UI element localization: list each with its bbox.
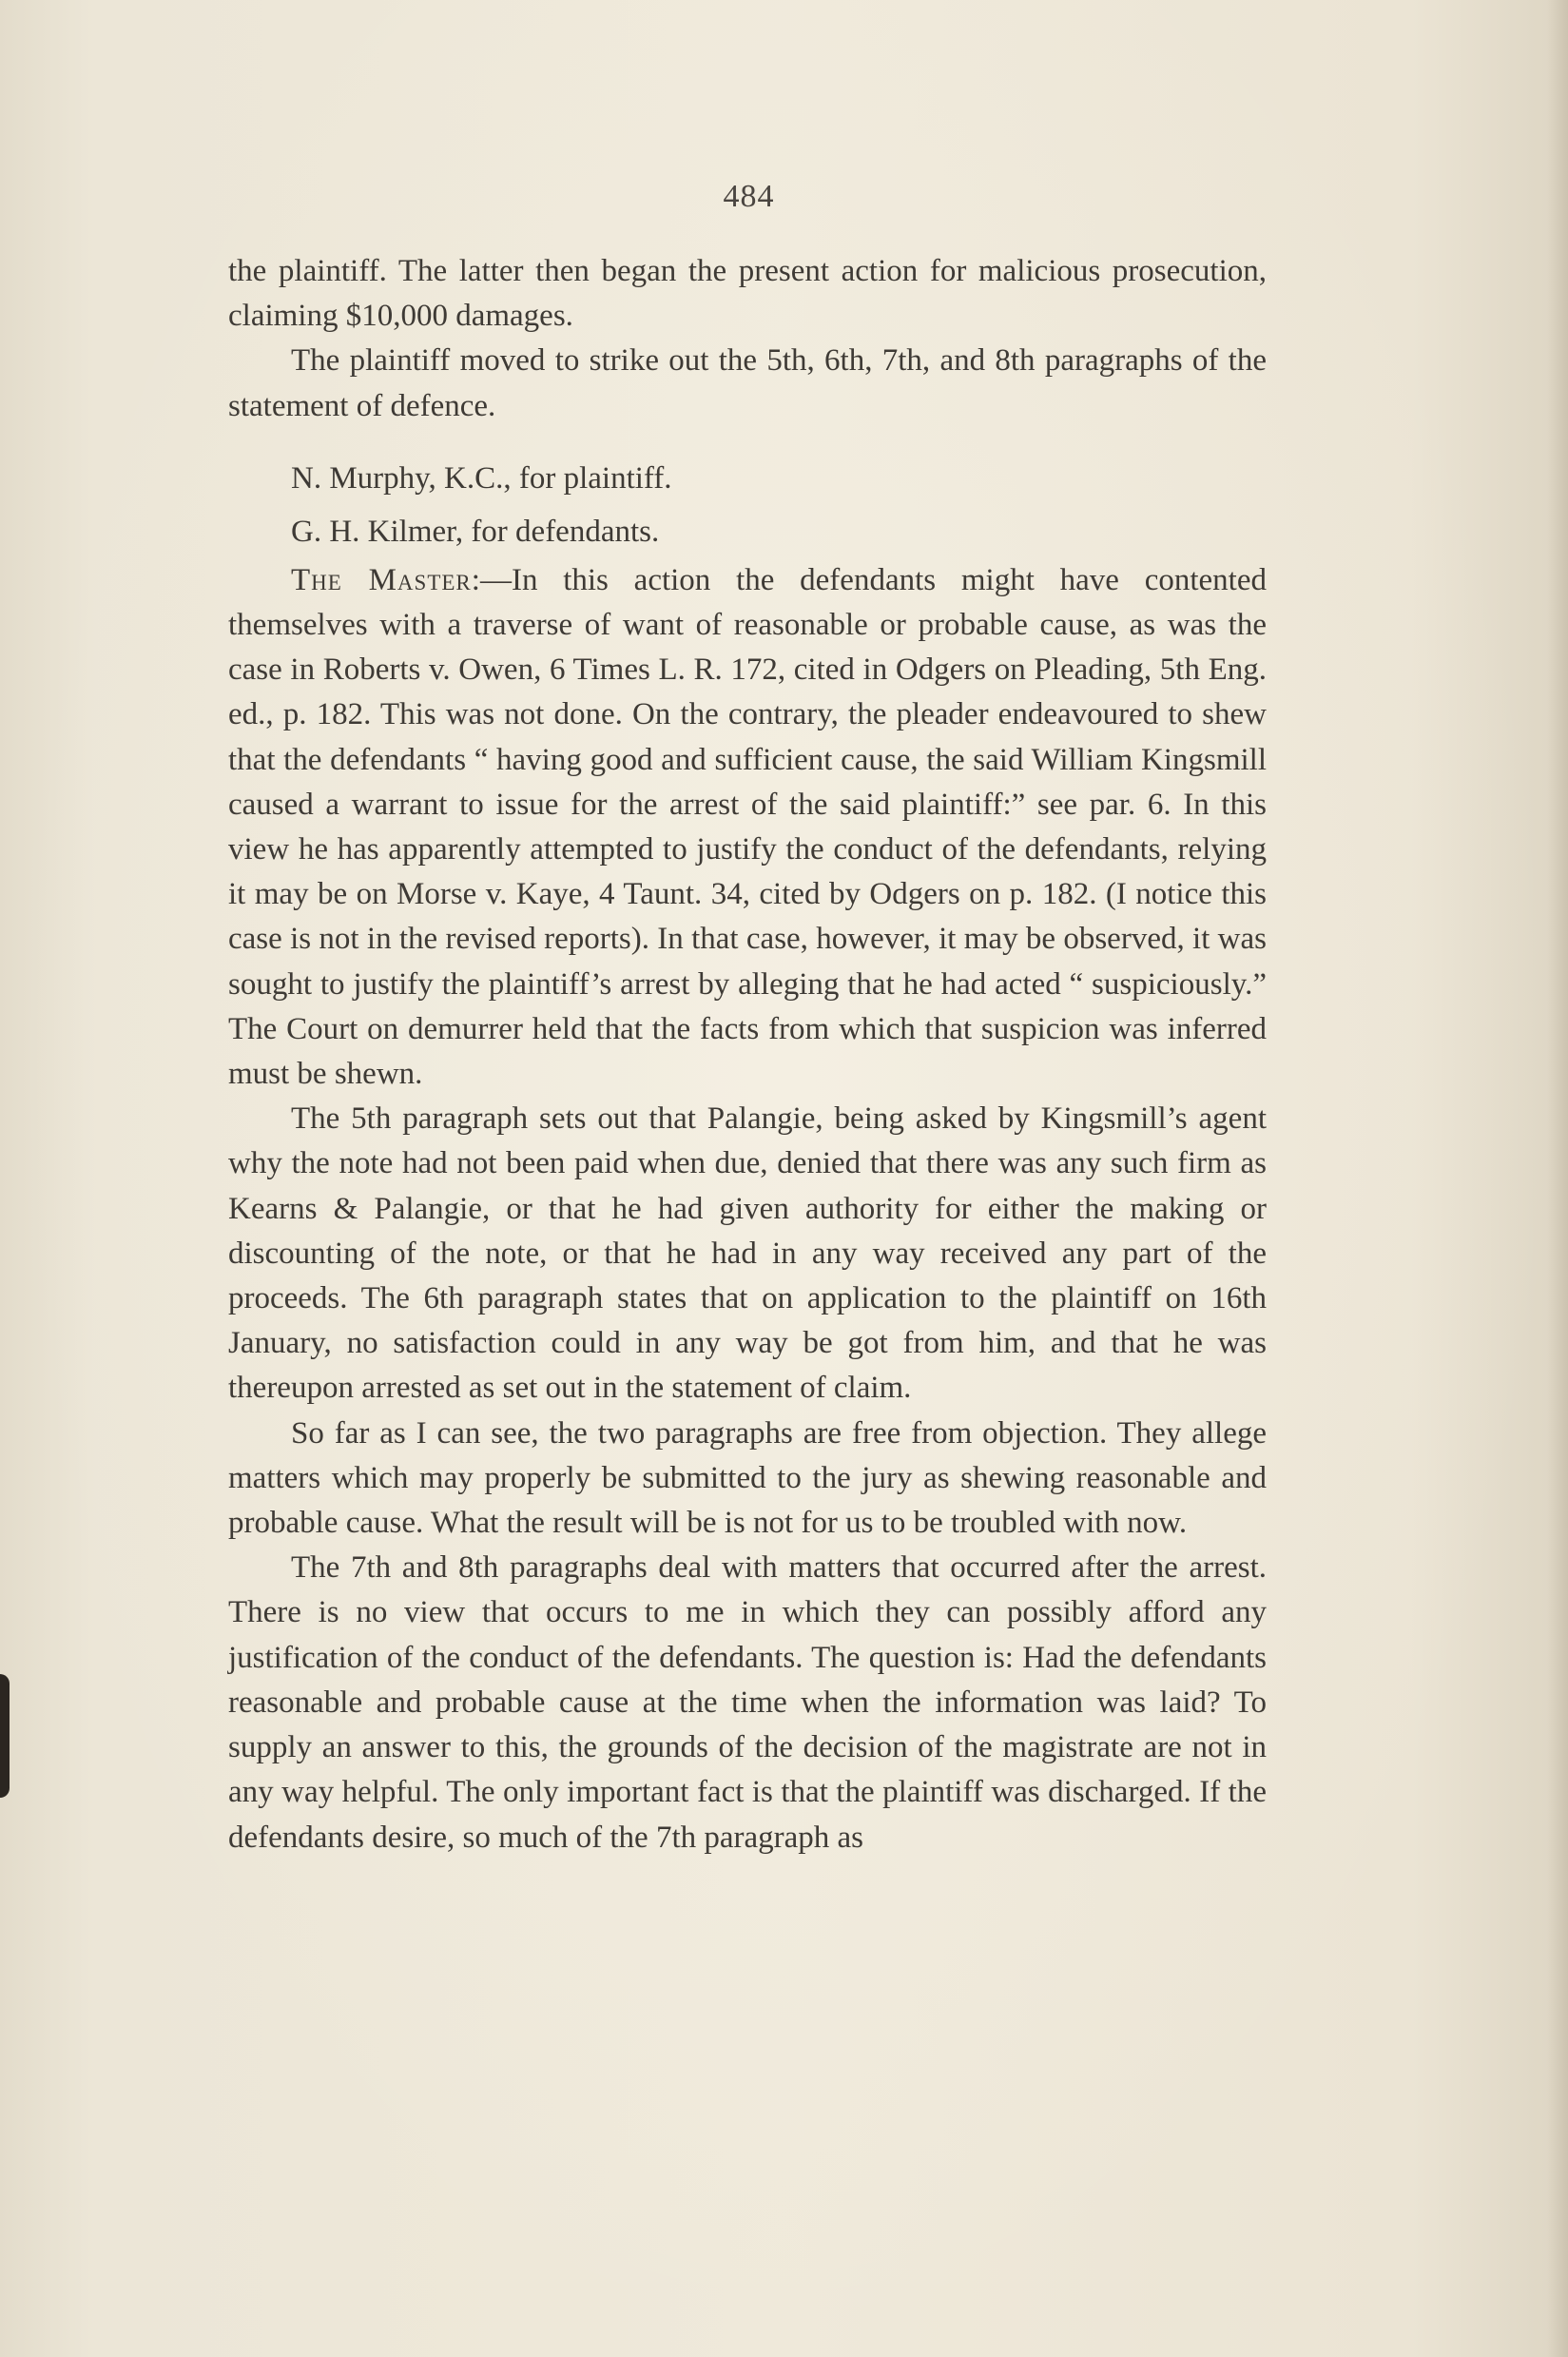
paragraph-objection: So far as I can see, the two paragraphs are free from objection. They allege matters which may properly be submitted to the jury as shewing reasonable and probable cause. What the result will be is not for us to be troubled with now. [228, 1415, 1267, 1541]
page-number: 484 [723, 179, 775, 214]
judgment-opening-text: In this action the defendants might have contented themselves with a traverse of want of reasonable or probable cause, as was the case in Roberts v. Owen, 6 Times L. R. 172, cited in Odgers on Pleading, 5th Eng. ed., p. 182. This was not done. On the contrary, the pleader endeavoured to shew that the defendants “ having good and sufficient cause, the said William Kingsmill caused a warrant to issue for the arrest of the said plaintiff:” see par. 6. In this view he has apparently attempted to justify the conduct of the defendants, relying it may be on Morse v. Kaye, 4 Taunt. 34, cited by Odgers on p. 182. (I notice this case is not in the revised reports). In that case, however, it may be observed, it was sought to justify the plaintiff’s arrest by alleging that he had acted “ suspiciously.” The Court on demurrer held that the facts from which that suspicion was inferred must be shewn. [228, 562, 1267, 1092]
page-edge-shadow [1547, 0, 1568, 2357]
speaker-separator: :— [471, 562, 512, 597]
counsel-list [228, 452, 1267, 558]
counsel-plaintiff: N. Murphy, K.C., for plaintiff. [291, 460, 672, 496]
paragraph-motion: The plaintiff moved to strike out the 5th, 6th, 7th, and 8th paragraphs of the statement of defence. [228, 343, 1267, 423]
binding-mark [0, 1674, 10, 1798]
paragraph-seventh-eighth: The 7th and 8th paragraphs deal with matters that occurred after the arrest. There is no view that occurs to me in which they can possibly afford any justification of the conduct of the defendants. The question is: Had the defendants reasonable and probable cause at the time when the information was laid? To supply an answer to this, the grounds of the decision of the magistrate are not in any way helpful. The only important fact is that the plaintiff was discharged. If the defendants desire, so much of the 7th paragraph as [228, 1550, 1267, 1855]
paragraph-fifth-sixth: The 5th paragraph sets out that Palangie, being asked by Kingsmill’s agent why the note had not been paid when due, denied that there was any such firm as Kearns & Palangie, or that he had given authority for either the making or discounting of the note, or that he had in any way received any part of the proceeds. The 6th paragraph states that on application to the plaintiff on 16th January, no satisfaction could in any way be got from him, and that he was thereupon arrested as set out in the statement of claim. [228, 1101, 1267, 1406]
speaker-name: The Master [291, 562, 472, 597]
paragraph-continuation: the plaintiff. The latter then began the present action for malicious prosecution, claiming $10,000 damages. [228, 254, 1267, 334]
body-text [228, 249, 1267, 1860]
counsel-defendants: G. H. Kilmer, for defendants. [291, 514, 660, 549]
paragraph-master-judgment [228, 558, 1267, 1097]
